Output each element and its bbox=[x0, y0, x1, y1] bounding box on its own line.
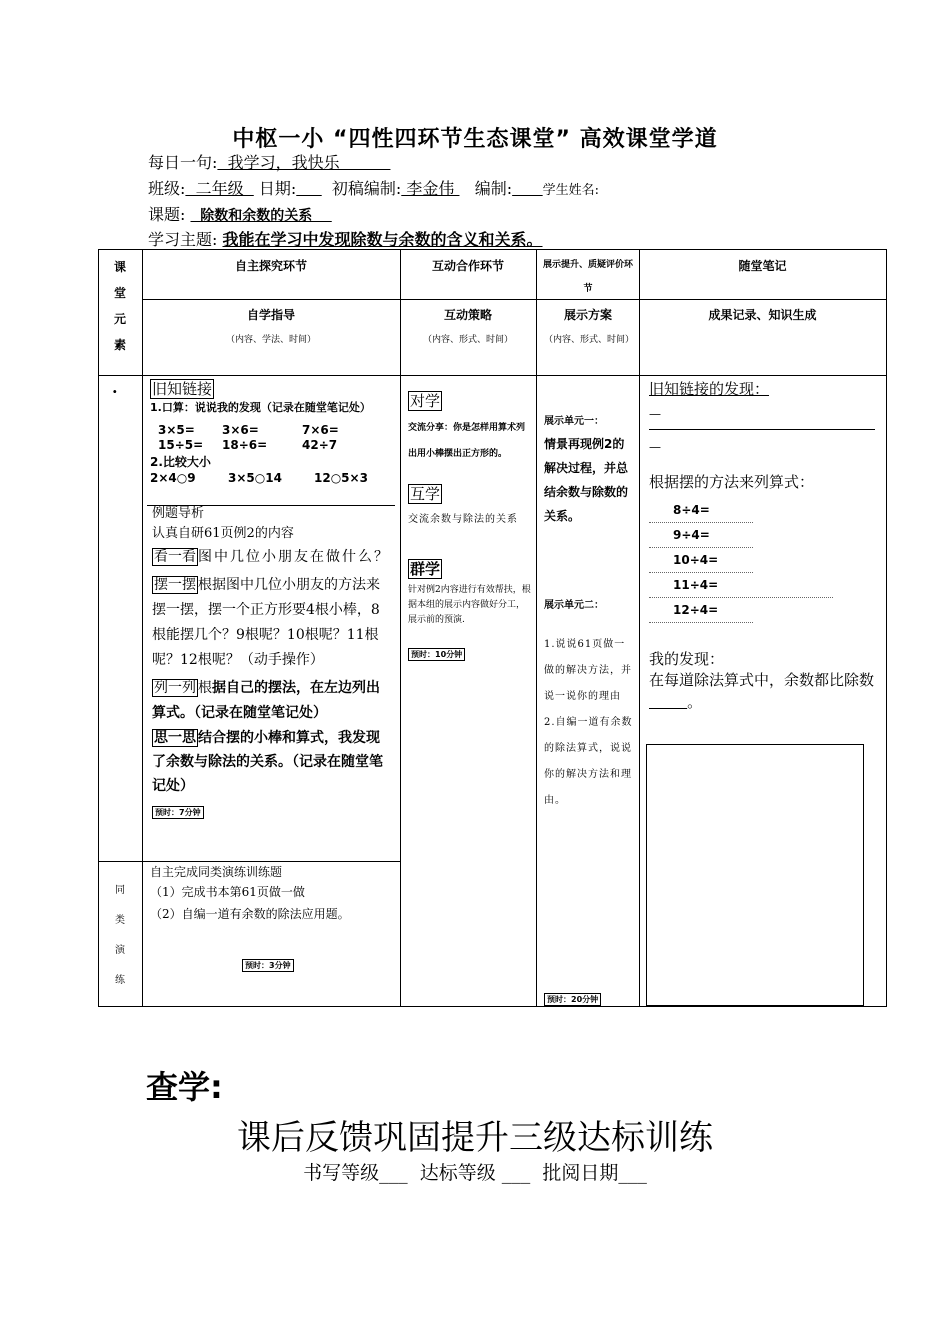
theme-value: 我能在学习中发现除数与余数的含义和关系。 bbox=[222, 230, 543, 249]
row-marker: · bbox=[112, 382, 118, 401]
grading-line: 书写等级___ 达标等级 ___ 批阅日期___ bbox=[303, 1162, 647, 1184]
practice-item-1: （1）完成书本第61页做一做 bbox=[150, 885, 305, 899]
training-heading: 课后反馈巩固提升三级达标训练 bbox=[237, 1118, 713, 1158]
q2-text: 2.比较大小 bbox=[150, 455, 211, 469]
show-unit-1-text: 情景再现例2的解决过程，并总结余数与除数的关系。 bbox=[544, 437, 629, 523]
group-study-tag: 群学 bbox=[410, 560, 441, 578]
look-step: 看一看 图中几位小朋友在做什么？ bbox=[154, 549, 390, 565]
header-show: 展示提升、质疑评价环节 bbox=[542, 260, 633, 294]
header-interaction: 互动合作环节 bbox=[431, 259, 504, 273]
daily-label: 每日一句: bbox=[148, 153, 218, 172]
edit-label: 编制: bbox=[474, 179, 513, 198]
formula-9: 9÷4= bbox=[649, 523, 753, 548]
old-link-finding: 旧知链接的发现： bbox=[649, 380, 770, 398]
mutual-study-tag: 互学 bbox=[410, 485, 441, 503]
show-time: 预时：20分钟 bbox=[544, 993, 601, 1006]
conclusion-text: 在每道除法算式中，余数都比除数 。 bbox=[649, 671, 875, 711]
practice-content bbox=[150, 863, 395, 925]
interaction-time: 预时：10分钟 bbox=[408, 648, 465, 661]
student-label: 学生姓名: bbox=[542, 183, 600, 198]
show-content bbox=[544, 414, 634, 814]
grade-label: 班级: bbox=[148, 179, 186, 198]
interaction-content bbox=[408, 390, 533, 661]
element-column-label: 课 堂 元 素 bbox=[113, 260, 126, 352]
by-method-label: 根据摆的方法来列算式： bbox=[649, 473, 815, 491]
practice-label: 同 类 演 练 bbox=[115, 885, 125, 986]
formula-10: 10÷4= bbox=[649, 548, 753, 573]
blank-line-1: — bbox=[649, 407, 661, 421]
place-step: 摆一摆 根据图中几位小朋友的方法来摆一摆，摆一个正方形要4根小棒，8根能摆几个？9根呢？10根呢？11根呢？12根呢？（动手操作） bbox=[152, 577, 380, 668]
sub-interact-strategy: 互动策略 bbox=[443, 308, 492, 322]
formula-list bbox=[649, 498, 881, 623]
notes-content bbox=[649, 379, 881, 713]
sub-notes: 成果记录、知识生成 bbox=[708, 308, 817, 322]
sub-interact-note: （内容、形式、时间） bbox=[422, 335, 513, 345]
page-title: 中枢一小 “四性四环节生态课堂” 高效课堂学道 bbox=[232, 127, 718, 152]
practice-intro: 自主完成同类演练训练题 bbox=[150, 865, 283, 879]
sub-show-note: （内容、形式、时间） bbox=[544, 335, 635, 345]
example-guide: 例题导析 认真自研61页例2的内容 看一看 图中几位小朋友在做什么？ 摆一摆 根据图中几位小朋友的方法来摆一摆，摆一个正方形要4根小棒，8根能摆几个？9根呢？10根呢？11根呢？12根呢？（动手操作） 列一列 根据自己的摆法，在左边列出算式。（记录在随堂笔记处） 思一思 结合摆的小棒和算式，我发现了余数与除法的关系。（记录在随堂笔记处） 预时：7分钟 bbox=[152, 506, 390, 817]
list-step: 列一列 根据自己的摆法，在左边列出算式。（记录在随堂笔记处） bbox=[152, 680, 380, 721]
practice-item-2: （2）自编一道有余数的除法应用题。 bbox=[150, 907, 350, 921]
mutual-study-text: 交流余数与除法的关系 bbox=[408, 514, 518, 525]
formula-12: 12÷4= bbox=[649, 598, 753, 623]
notes-writing-box[interactable] bbox=[646, 744, 864, 1006]
calc-row-1: 3×5= 3×6= 7×6= bbox=[158, 423, 339, 437]
my-finding-label: 我的发现： bbox=[649, 650, 725, 668]
draft-value: 李金伟 bbox=[401, 179, 460, 198]
practice-time: 预时：3分钟 bbox=[242, 959, 294, 972]
show-item-1: 1.说说61页做一做的解决方法，并说一说你的理由 bbox=[544, 639, 632, 702]
calc-row-2: 15÷5= 18÷6= 42÷7 bbox=[158, 438, 338, 452]
check-heading: 查学: bbox=[146, 1068, 223, 1106]
show-unit-1: 展示单元一： bbox=[544, 416, 604, 427]
formula-11: 11÷4= bbox=[649, 573, 833, 598]
q1-text: 1.口算：说说我的发现（记录在随堂笔记处） bbox=[150, 401, 371, 414]
group-study-text: 针对例2内容进行有效帮扶，根据本组的展示内容做好分工，展示前的预演. bbox=[408, 585, 531, 625]
compare-row: 2×4○9 3×5○14 12○5×3 bbox=[150, 471, 368, 485]
self-study-time: 预时：7分钟 bbox=[152, 806, 204, 819]
daily-line bbox=[148, 150, 390, 173]
draft-label: 初稿编制: bbox=[331, 179, 402, 198]
theme-label: 学习主题: bbox=[148, 230, 218, 249]
study-instruction: 认真自研61页例2的内容 bbox=[152, 526, 294, 541]
old-link-tag: 旧知链接 bbox=[152, 380, 213, 398]
topic-line bbox=[148, 202, 332, 225]
formula-8: 8÷4= bbox=[649, 498, 753, 523]
grade-line bbox=[148, 176, 599, 199]
topic-label: 课题: bbox=[148, 205, 186, 224]
header-self-study: 自主探究环节 bbox=[234, 259, 307, 273]
theme-line bbox=[148, 227, 543, 250]
date-value bbox=[296, 179, 321, 198]
pair-study-text: 交流分享：你是怎样用算术列出用小棒摆出正方形的。 bbox=[408, 423, 526, 459]
think-step: 思一思 结合摆的小棒和算式，我发现了余数与除法的关系。（记录在随堂笔记处） bbox=[152, 730, 383, 794]
show-item-2: 2.自编一道有余数的除法算式，说说你的解决方法和理由。 bbox=[544, 717, 633, 806]
edit-value bbox=[512, 179, 543, 198]
sub-self-guide-note: （内容、学法、时间） bbox=[225, 335, 316, 345]
sub-self-guide: 自学指导 bbox=[246, 308, 295, 322]
daily-value: 我学习，我快乐 bbox=[217, 153, 391, 172]
self-study-content bbox=[150, 379, 395, 486]
topic-value: 除数和余数的关系 bbox=[190, 208, 332, 224]
pair-study-tag: 对学 bbox=[410, 392, 441, 410]
grade-value: 二年级 bbox=[185, 179, 254, 198]
sub-show-plan: 展示方案 bbox=[563, 308, 612, 322]
blank-line-2: — bbox=[649, 440, 661, 454]
header-notes: 随堂笔记 bbox=[738, 259, 787, 273]
show-unit-2: 展示单元二： bbox=[544, 600, 604, 611]
date-label: 日期: bbox=[258, 179, 297, 198]
